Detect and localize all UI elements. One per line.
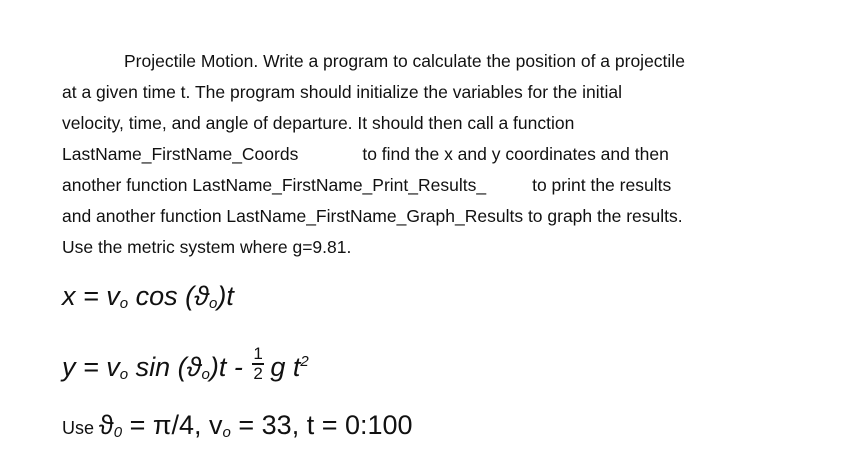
text-line-2: at a given time t. The program should initialize the variables for the initial (62, 82, 622, 102)
text-line-5-rest: to print the results (532, 175, 672, 195)
use-label: Use (62, 418, 100, 438)
use-values-2: = 33, t = 0:100 (230, 410, 413, 440)
fraction-one-half (252, 344, 266, 384)
fraction-numerator: 1 (253, 344, 263, 363)
eq-x-sub: o (119, 295, 129, 312)
use-theta: ϑ (99, 410, 114, 440)
text-line-5 (62, 170, 852, 201)
eq-y-exponent: 2 (300, 353, 309, 370)
eq-y-lhs: y = v (62, 352, 120, 382)
eq-y-g-t: g t (270, 352, 301, 382)
text-line-4 (62, 139, 852, 170)
problem-paragraph (62, 46, 852, 263)
use-v-sub: o (222, 424, 231, 441)
eq-y-mid: )t - (209, 352, 251, 382)
eq-x-tail: )t (217, 281, 234, 311)
eq-x-func: cos ( (128, 281, 195, 311)
coords-function-name: LastName_FirstName_Coords (62, 144, 299, 164)
fraction-denominator: 2 (253, 364, 263, 383)
print-function-text: another function LastName_FirstName_Print_Results_ (62, 175, 487, 195)
text-line-3: velocity, time, and angle of departure. It should then call a function (62, 113, 575, 133)
use-theta-sub: 0 (113, 424, 123, 441)
equation-x (62, 281, 234, 312)
eq-x-lhs: x = v (62, 281, 120, 311)
text-line-6: and another function LastName_FirstName_Graph_Results to graph the results. (62, 206, 683, 226)
text-line-1: Projectile Motion. Write a program to calculate the position of a projectile (124, 51, 685, 71)
eq-y-func: sin ( (128, 352, 187, 382)
eq-x-theta-sub: o (209, 295, 218, 312)
use-values: = π/4, v (122, 410, 223, 440)
eq-y-theta: ϑ (186, 352, 202, 382)
equation-y (62, 344, 309, 384)
eq-x-theta: ϑ (194, 281, 209, 311)
given-values-line (62, 410, 413, 441)
text-line-4-rest: to find the x and y coordinates and then (362, 144, 669, 164)
text-line-7: Use the metric system where g=9.81. (62, 237, 352, 257)
eq-y-sub: o (119, 366, 129, 383)
eq-y-theta-sub: o (201, 366, 210, 383)
